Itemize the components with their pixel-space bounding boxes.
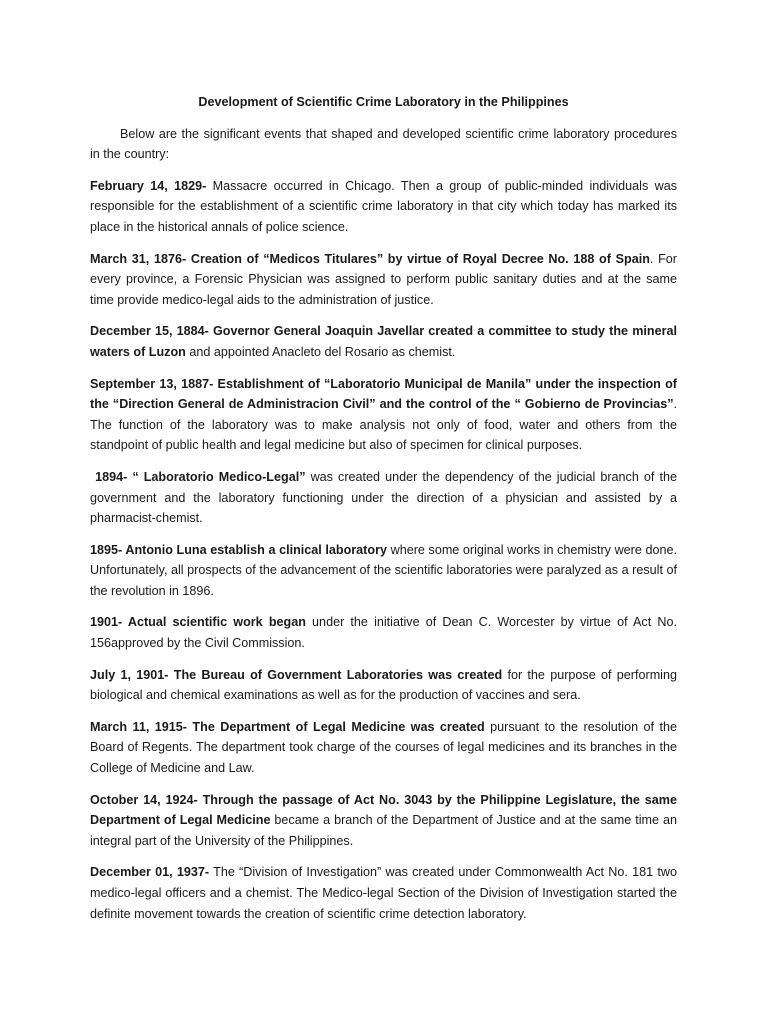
entry-text: . The function of the laboratory was to make analysis not only of food, water and others from the standpoint of public health and legal medicine but also of specimen for clinical purposes.: [90, 397, 677, 453]
timeline-entry-1884: [90, 321, 677, 362]
entry-text: where some original works in chemistry were done. Unfortunately, all prospects of the advancement of the scientific laboratories were paralyzed as a result of the revolution in 1896.: [90, 542, 678, 598]
entry-text: became a branch of the Department of Justice and at the same time an integral part of the University of the Philippines.: [90, 813, 677, 848]
entry-date: July 1, 1901- The Bureau of Government Laboratories was created: [90, 667, 503, 682]
timeline-entry-1924: [90, 790, 677, 852]
entry-text: . For every province, a Forensic Physician was assigned to perform public sanitary duties and at the same time provide medico-legal aids to the administration of justice.: [90, 251, 677, 307]
document-title: Development of Scientific Crime Laboratory in the Philippines: [198, 95, 569, 109]
document-page: [90, 92, 677, 935]
entry-date: 1895- Antonio Luna establish a clinical laboratory: [90, 542, 387, 557]
entry-text: The “Division of Investigation” was created under Commonwealth Act No. 181 two medico-legal officers and a chemist. The Medico-legal Section of the Division of Investigation started the definite movement towards the creation of scientific crime detection laboratory.: [90, 865, 677, 921]
entry-date: March 11, 1915- The Department of Legal Medicine was created: [90, 719, 485, 734]
entry-date: March 31, 1876- Creation of “Medicos Titulares” by virtue of Royal Decree No. 188 of Spain: [90, 251, 650, 266]
timeline-entry-1937: [90, 862, 677, 924]
timeline-entry-1894: [90, 467, 677, 529]
timeline-entry-1887: [90, 374, 677, 456]
entry-date: October 14, 1924- Through the passage of Act No. 3043 by the Philippine Legislature, the same Department of Legal Medicine: [90, 792, 677, 828]
timeline-entry-1895: [90, 540, 677, 602]
timeline-entry-1915: [90, 717, 677, 779]
entry-date: December 15, 1884- Governor General Joaquin Javellar created a committee to study the mineral waters of Luzon: [90, 324, 677, 359]
document-intro: Below are the significant events that shaped and developed scientific crime laboratory procedures in the country:: [90, 126, 677, 162]
timeline-entry-1901-july: [90, 665, 677, 706]
entry-text: and appointed Anacleto del Rosario as chemist.: [185, 344, 456, 359]
entry-date: 1894- “ Laboratorio Medico-Legal”: [90, 469, 306, 484]
entry-date: 1901- Actual scientific work began: [90, 615, 306, 630]
entry-text: Massacre occurred in Chicago. Then a group of public-minded individuals was responsible for the establishment of a scientific crime laboratory in that city which today has marked its place in the historical annals of police science.: [90, 178, 677, 234]
entry-text: pursuant to the resolution of the Board of Regents. The department took charge of the courses of legal medicines and its branches in the College of Medicine and Law.: [90, 719, 677, 776]
entry-text: was created under the dependency of the judicial branch of the government and the laboratory functioning under the direction of a physician and assisted by a pharmacist-chemist.: [90, 469, 677, 526]
entry-date: December 01, 1937-: [90, 865, 210, 880]
timeline-entry-1876: [90, 249, 677, 311]
timeline-entry-1829: [90, 176, 677, 238]
entry-date: September 13, 1887- Establishment of “Laboratorio Municipal de Manila” under the inspection of the “Direction General de Administracion Civil” and the control of the “ Gobierno de Provincias”: [90, 376, 677, 412]
entry-text: under the initiative of Dean C. Worcester by virtue of Act No. 156approved by the Civil Commission.: [90, 615, 677, 651]
entry-date: February 14, 1829-: [90, 178, 207, 193]
entry-text: for the purpose of performing biological and chemical examinations as well as for the production of vaccines and sera.: [90, 667, 677, 703]
timeline-entry-1901: [90, 612, 677, 653]
